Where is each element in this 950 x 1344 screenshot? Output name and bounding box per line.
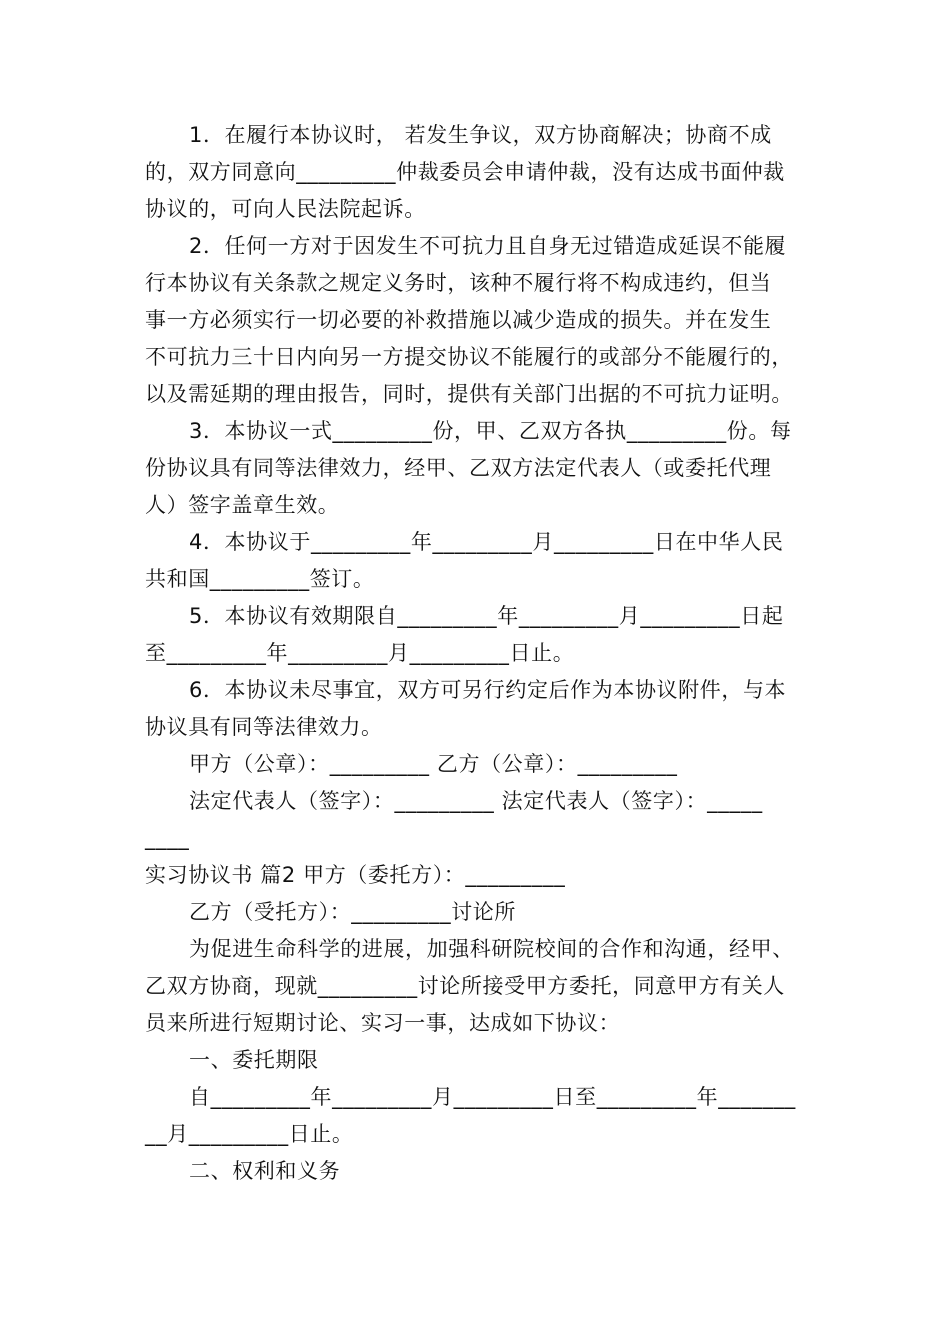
clause-4-line-1: 4．本协议于_________年_________月_________日在中华人民 [189, 530, 784, 554]
clause-5-line-2: 至_________年_________月_________日止。 [145, 641, 575, 665]
term-line-1: 自_________年_________月_________日至_________年_______ [189, 1085, 796, 1109]
clause-6-line-1: 6．本协议未尽事宜，双方可另行约定后作为本协议附件，与本 [189, 678, 787, 702]
clause-1-line-3: 协议的，可向人民法院起诉。 [145, 197, 426, 221]
party-b-line: 乙方（受托方）：_________讨论所 [189, 900, 516, 924]
clause-2-line-1: 2．任何一方对于因发生不可抗力且自身无过错造成延误不能履 [189, 234, 787, 258]
signature-line: 法定代表人（签字）：_________ 法定代表人（签字）：_____ [189, 789, 763, 813]
section-2-heading: 实习协议书 篇2 甲方（委托方）：_________ [145, 863, 566, 887]
rights-heading: 二、权利和义务 [189, 1159, 341, 1183]
term-line-2: __月_________日止。 [145, 1122, 354, 1146]
clause-3-line-2: 份协议具有同等法律效力，经甲、乙双方法定代表人（或委托代理 [145, 456, 772, 480]
clause-1-line-2: 的，双方同意向_________仲裁委员会申请仲裁，没有达成书面仲裁 [145, 160, 785, 184]
clause-2-line-2: 行本协议有关条款之规定义务时，该种不履行将不构成违约，但当 [145, 271, 772, 295]
clause-3-line-1: 3．本协议一式_________份，甲、乙双方各执_________份。每 [189, 419, 792, 443]
clause-2-line-5: 以及需延期的理由报告，同时，提供有关部门出据的不可抗力证明。 [145, 382, 793, 406]
preamble-line-2: 乙双方协商，现就_________讨论所接受甲方委托，同意甲方有关人 [145, 974, 785, 998]
clause-3-line-3: 人）签字盖章生效。 [145, 493, 340, 517]
preamble-line-1: 为促进生命科学的进展，加强科研院校间的合作和沟通，经甲、 [189, 937, 794, 961]
clause-1-line-1: 1．在履行本协议时， 若发生争议，双方协商解决；协商不成 [189, 123, 772, 147]
clause-6-line-2: 协议具有同等法律效力。 [145, 715, 383, 739]
clause-2-line-4: 不可抗力三十日内向另一方提交协议不能履行的或部分不能履行的， [145, 345, 793, 369]
term-heading: 一、委托期限 [189, 1048, 319, 1072]
signature-line-continued: ____ [145, 826, 190, 850]
clause-4-line-2: 共和国_________签订。 [145, 567, 375, 591]
seal-line: 甲方（公章）：_________ 乙方（公章）：_________ [189, 752, 678, 776]
clause-5-line-1: 5．本协议有效期限自_________年_________月_________日起 [189, 604, 784, 628]
clause-2-line-3: 事一方必须实行一切必要的补救措施以减少造成的损失。并在发生 [145, 308, 772, 332]
preamble-line-3: 员来所进行短期讨论、实习一事，达成如下协议： [145, 1011, 621, 1035]
